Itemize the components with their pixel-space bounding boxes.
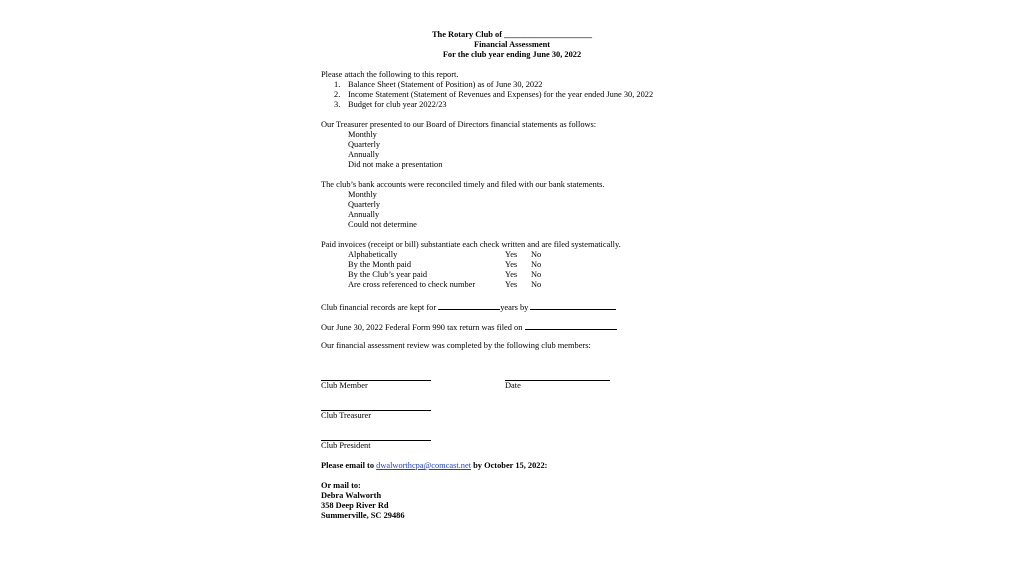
invoice-row-label: By the Month paid bbox=[348, 260, 412, 269]
mail-city: Summerville, SC 29486 bbox=[321, 511, 405, 520]
club-name-blank: _____________________ bbox=[504, 30, 593, 39]
invoice-row-yes: Yes bbox=[505, 250, 518, 259]
treasurer-option-quarterly: Quarterly bbox=[348, 140, 381, 149]
bank-intro: The club’s bank accounts were reconciled timely and filed with our bank statements. bbox=[321, 180, 605, 189]
attach-intro: Please attach the following to this report. bbox=[321, 70, 459, 79]
invoice-row-no: No bbox=[531, 270, 542, 279]
bank-option-annually: Annually bbox=[348, 210, 380, 219]
bank-option-undetermined: Could not determine bbox=[348, 220, 417, 229]
invoice-row-label: Are cross referenced to check number bbox=[348, 280, 476, 289]
bank-option-quarterly: Quarterly bbox=[348, 200, 381, 209]
title-prefix: The Rotary Club of bbox=[431, 30, 502, 39]
tax-date-blank bbox=[525, 321, 617, 330]
treasurer-option-annually: Annually bbox=[348, 150, 380, 159]
club-president-label: Club President bbox=[321, 441, 371, 450]
invoice-row-yes: Yes bbox=[505, 270, 518, 279]
invoice-row-yes: Yes bbox=[505, 260, 518, 269]
club-member-label: Club Member bbox=[321, 381, 368, 390]
mail-heading: Or mail to: bbox=[321, 481, 361, 490]
bank-option-monthly: Monthly bbox=[348, 190, 377, 199]
mail-name: Debra Walworth bbox=[321, 491, 382, 500]
page-title bbox=[312, 30, 712, 40]
page-subtitle: Financial Assessment bbox=[473, 40, 551, 49]
invoice-row-label: Alphabetically bbox=[348, 250, 398, 259]
invoices-intro: Paid invoices (receipt or bill) substantiate each check written and are filed systematically. bbox=[321, 240, 621, 249]
email-line: Please email to dwalworthcpa@comcast.net by October 15, 2022: bbox=[321, 461, 548, 470]
tax-line: Our June 30, 2022 Federal Form 990 tax return was filed on bbox=[321, 321, 617, 333]
attach-item: 3. Budget for club year 2022/23 bbox=[334, 100, 447, 109]
mail-street: 358 Deep River Rd bbox=[321, 501, 389, 510]
club-treasurer-label: Club Treasurer bbox=[321, 411, 372, 420]
records-line: Club financial records are kept for years by bbox=[321, 301, 616, 313]
invoice-row-no: No bbox=[531, 250, 542, 259]
page-period: For the club year ending June 30, 2022 bbox=[442, 50, 582, 59]
treasurer-option-none: Did not make a presentation bbox=[348, 160, 443, 169]
invoice-row-no: No bbox=[531, 260, 542, 269]
date-label: Date bbox=[505, 381, 521, 390]
attach-item: 1. Balance Sheet (Statement of Position) as of June 30, 2022 bbox=[334, 80, 543, 89]
email-link[interactable]: dwalworthcpa@comcast.net bbox=[376, 461, 472, 470]
invoice-row-label: By the Club’s year paid bbox=[348, 270, 428, 279]
records-years-blank bbox=[438, 301, 500, 310]
treasurer-intro: Our Treasurer presented to our Board of Directors financial statements as follows: bbox=[321, 120, 597, 129]
invoice-row-yes: Yes bbox=[505, 280, 518, 289]
records-keeper-blank bbox=[530, 301, 616, 310]
attach-item: 2. Income Statement (Statement of Revenues and Expenses) for the year ended June 30, 2022 bbox=[334, 90, 654, 99]
invoice-row-no: No bbox=[531, 280, 542, 289]
treasurer-option-monthly: Monthly bbox=[348, 130, 377, 139]
review-intro: Our financial assessment review was completed by the following club members: bbox=[321, 341, 591, 350]
